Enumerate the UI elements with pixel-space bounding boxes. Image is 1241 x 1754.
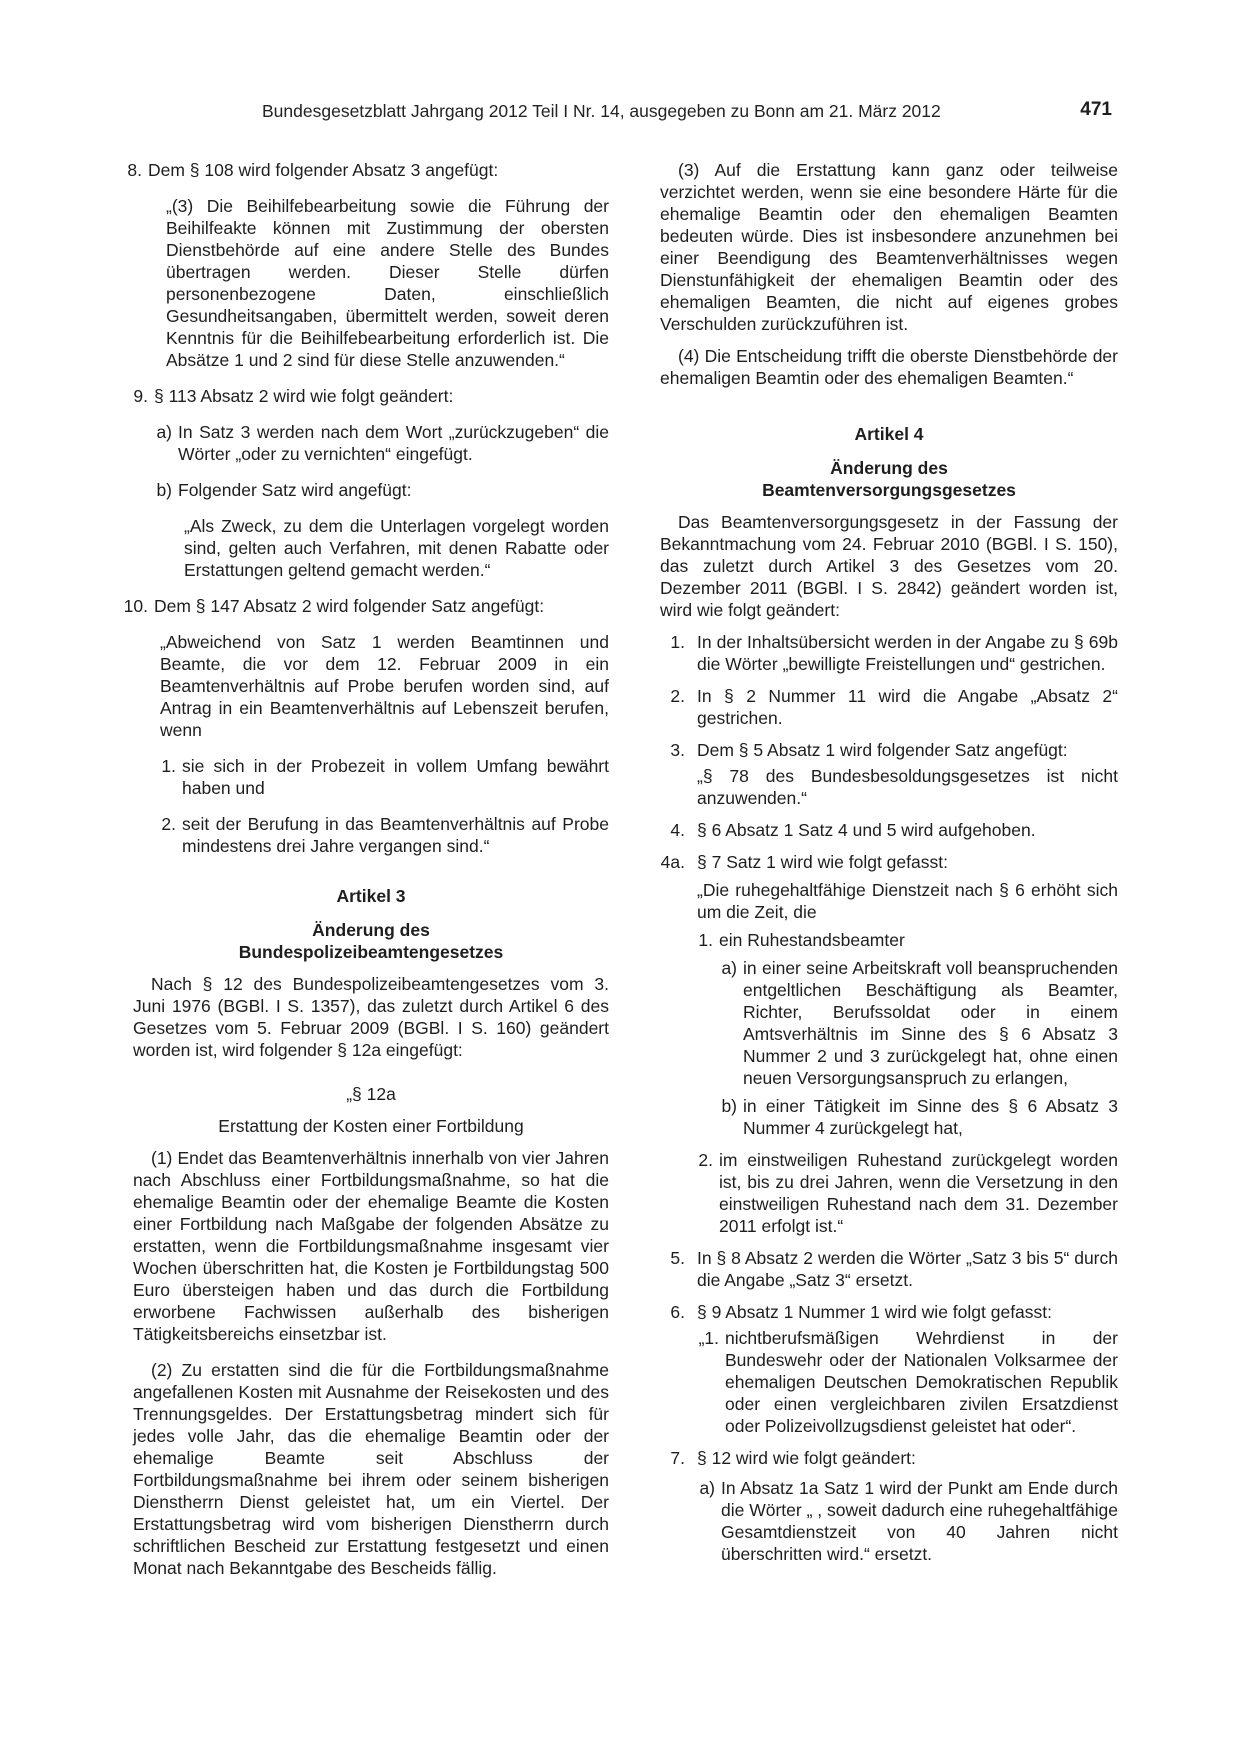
item-number: 4. (670, 820, 685, 840)
item-text: In Satz 3 werden nach dem Wort „zurückzugeben“ die Wörter „oder zu vernichten“ eingefügt. (178, 422, 609, 464)
list-item-4 (660, 819, 1118, 841)
quoted-text: „Abweichend von Satz 1 werden Beamtinnen und Beamte, die vor dem 12. Februar 2009 in ein Beamtenverhältnis auf Probe berufen worden sind, auf Antrag in ein Beamtenverhältnis auf Lebenszeit berufen, wenn (160, 632, 609, 740)
item-text: nichtberufsmäßigen Wehrdienst in der Bundeswehr oder der Nationalen Volksarmee der ehemaligen Deutschen Demokratischen Republik oder einen vergleichbaren zivilen Ersatzdienst oder Polizeivollzugsdienst geleistet hat oder“. (725, 1328, 1118, 1436)
left-column (123, 159, 609, 1593)
list-item-10 (119, 595, 609, 857)
item-text: ein Ruhestandsbeamter (719, 930, 905, 950)
list-item-2 (660, 685, 1118, 729)
quoted-text: „Als Zweck, zu dem die Unterlagen vorgelegt worden sind, gelten auch Verfahren, mit denen Rabatte oder Erstattungen geltend gemacht werden.“ (184, 516, 609, 580)
article-title-line2: Beamtenversorgungsgesetzes (762, 480, 1016, 500)
article-title-line1: Änderung des (312, 920, 430, 940)
sub-item-b (154, 479, 609, 581)
item-number: 2. (670, 686, 685, 706)
absatz-1: (1) Endet das Beamtenverhältnis innerhalb von vier Jahren nach Abschluss einer Fortbildungsmaßnahme, so hat die ehemalige Beamtin oder der ehemalige Beamte die Kosten einer Fortbildung nach Maßgabe der folgenden Absätze zu erstatten, wenn die Fortbildungsmaßnahme insgesamt vier Wochen überschritten hat, die Kosten je Fortbildungstag 500 Euro übersteigen haben und das durch die Fortbildung erworbene Fachwissen außerhalb des bisherigen Tätigkeitsbereichs einsetzbar ist. (133, 1148, 609, 1344)
item-number: 1. (698, 930, 713, 950)
item-number: 1. (670, 632, 685, 652)
sub-item-a (154, 421, 609, 465)
item-text: in einer Tätigkeit im Sinne des § 6 Absatz 3 Nummer 4 zurückgelegt hat, (743, 1096, 1118, 1138)
quoted-text: „Die ruhegehaltfähige Dienstzeit nach § 6 erhöht sich um die Zeit, die (697, 880, 1118, 922)
item-number: 4a. (660, 852, 685, 872)
article-title-line2: Bundespolizeibeamtengesetzes (238, 942, 504, 962)
item-text: in einer seine Arbeitskraft voll beanspruchenden entgeltlichen Beschäftigung als Beamter, Richter, Berufssoldat oder in einem Amtsverhältnis im Sinne des § 6 Absatz 3 Nummer 2 und 3 zurückgelegt hat, ohne einen neuen Versorgungsanspruch zu erlangen, (743, 958, 1118, 1088)
article-label: Artikel 4 (854, 424, 924, 444)
item-number: a) (156, 422, 172, 442)
list-item-1 (660, 631, 1118, 675)
list-item-3 (660, 739, 1118, 809)
item-number: a) (699, 1478, 715, 1498)
article-4-heading (660, 423, 1118, 501)
item-number: 10. (123, 596, 148, 616)
item-number: 2. (161, 814, 176, 834)
item-text: Dem § 147 Absatz 2 wird folgender Satz angefügt: (154, 596, 545, 616)
item-number: 5. (670, 1248, 685, 1268)
article-3-heading (133, 885, 609, 963)
quoted-text: „§ 78 des Bundesbesoldungsgesetzes ist nicht anzuwenden.“ (697, 766, 1118, 808)
page-number: 471 (1080, 99, 1112, 120)
list-item-8 (127, 159, 609, 371)
sub-item-1 (160, 755, 609, 799)
absatz-4: (4) Die Entscheidung trifft die oberste Dienstbehörde der ehemaligen Beamtin oder des ehemaligen Beamten.“ (660, 346, 1118, 388)
item-text: § 113 Absatz 2 wird wie folgt geändert: (154, 386, 454, 406)
sub-item-2 (697, 1149, 1118, 1237)
item-text: § 9 Absatz 1 Nummer 1 wird wie folgt gefasst: (697, 1302, 1053, 1322)
item-number: 8. (127, 160, 142, 180)
item-number: b) (721, 1096, 737, 1116)
item-text: In § 2 Nummer 11 wird die Angabe „Absatz 2“ gestrichen. (697, 686, 1118, 728)
item-text: Dem § 108 wird folgender Absatz 3 angefügt: (148, 160, 499, 180)
item-text: seit der Berufung in das Beamtenverhältnis auf Probe mindestens drei Jahre vergangen sind.“ (182, 814, 609, 856)
article-label: Artikel 3 (336, 886, 406, 906)
sub-item-1 (697, 929, 1118, 1139)
item-number: b) (156, 480, 172, 500)
article-3-intro: Nach § 12 des Bundespolizeibeamtengesetzes vom 3. Juni 1976 (BGBl. I S. 1357), das zuletzt durch Artikel 6 des Gesetzes vom 5. Februar 2009 (BGBl. I S. 160) geändert worden ist, wird folgender § 12a eingefügt: (133, 974, 609, 1060)
article-title-line1: Änderung des (830, 458, 948, 478)
item-number: „1. (698, 1328, 719, 1348)
absatz-3: (3) Auf die Erstattung kann ganz oder teilweise verzichtet werden, wenn sie eine besondere Härte für die ehemalige Beamtin oder den ehemaligen Beamten bedeuten würde. Dies ist insbesondere anzunehmen bei einer Beendigung des Beamtenverhältnisses wegen Dienstunfähigkeit der ehemaligen Beamtin oder des ehemaligen Beamten, die nicht auf eigenes grobes Verschulden zurückzuführen ist. (660, 160, 1118, 334)
item-text: In § 8 Absatz 2 werden die Wörter „Satz 3 bis 5“ durch die Angabe „Satz 3“ ersetzt. (697, 1248, 1118, 1290)
sub-item-b (719, 1095, 1118, 1139)
list-item-5 (660, 1247, 1118, 1291)
absatz-2: (2) Zu erstatten sind die für die Fortbildungsmaßnahme angefallenen Kosten mit Ausnahme der Reisekosten und des Trennungsgeldes. Der Erstattungsbetrag mindert sich für jedes volle Jahr, das die ehemalige Beamtin oder der ehemalige Beamte seit Abschluss der Fortbildungsmaßnahme bei ihrem oder seinem bisherigen Dienstherrn Dienst geleistet hat, um ein Viertel. Der Erstattungsbetrag wird vom bisherigen Dienstherrn durch schriftlichen Bescheid zur Erstattung festgesetzt und einen Monat nach Bekanntgabe des Bescheids fällig. (133, 1360, 609, 1578)
item-text: Dem § 5 Absatz 1 wird folgender Satz angefügt: (697, 740, 1068, 760)
right-column (660, 159, 1118, 1565)
item-text: § 6 Absatz 1 Satz 4 und 5 wird aufgehoben. (697, 820, 1036, 840)
item-text: Folgender Satz wird angefügt: (178, 480, 412, 500)
item-text: im einstweiligen Ruhestand zurückgelegt worden ist, bis zu drei Jahren, wenn die Versetzung in den einstweiligen Ruhestand nach dem 31. Dezember 2011 erfolgt ist.“ (719, 1150, 1118, 1236)
item-text: In der Inhaltsübersicht werden in der Angabe zu § 69b die Wörter „bewilligte Freistellungen und“ gestrichen. (697, 632, 1118, 674)
item-number: 7. (670, 1448, 685, 1468)
article-4-intro: Das Beamtenversorgungsgesetz in der Fassung der Bekanntmachung vom 24. Februar 2010 (BGBl. I S. 150), das zuletzt durch Artikel 3 des Gesetzes vom 20. Dezember 2011 (BGBl. I S. 2842) geändert worden ist, wird wie folgt geändert: (660, 512, 1118, 620)
quoted-text: „(3) Die Beihilfebearbeitung sowie die Führung der Beihilfeakte können mit Zustimmung der obersten Dienstbehörde auf eine andere Stelle des Bundes übertragen werden. Dieser Stelle dürfen personenbezogene Daten, einschließlich Gesundheitsangaben, übermittelt werden, soweit deren Kenntnis für die Beihilfebearbeitung erforderlich ist. Die Absätze 1 und 2 sind für diese Stelle anzuwenden.“ (166, 196, 609, 370)
sub-item-a (719, 957, 1118, 1089)
item-text: sie sich in der Probezeit in vollem Umfang bewährt haben und (182, 756, 609, 798)
item-number: 9. (133, 386, 148, 406)
running-header: Bundesgesetzblatt Jahrgang 2012 Teil I Nr. 14, ausgegeben zu Bonn am 21. März 2012 (262, 101, 941, 121)
item-number: 6. (670, 1302, 685, 1322)
item-number: 1. (161, 756, 176, 776)
item-number: 2. (698, 1150, 713, 1170)
item-text: In Absatz 1a Satz 1 wird der Punkt am Ende durch die Wörter „ , soweit dadurch eine ruhegehaltfähige Gesamtdienstzeit von 40 Jahren nicht überschritten wird.“ ersetzt. (721, 1478, 1118, 1564)
item-text: § 7 Satz 1 wird wie folgt gefasst: (697, 852, 948, 872)
sub-item-2 (160, 813, 609, 857)
paragraph-label: „§ 12a (346, 1084, 396, 1104)
quoted-item-1 (697, 1327, 1118, 1437)
item-number: a) (721, 958, 737, 978)
list-item-9 (133, 385, 609, 581)
paragraph-title: Erstattung der Kosten einer Fortbildung (218, 1116, 524, 1136)
list-item-7 (660, 1447, 1118, 1565)
list-item-4a (660, 851, 1118, 1237)
sub-item-a (697, 1477, 1118, 1565)
page-header (262, 100, 1112, 130)
list-item-6 (660, 1301, 1118, 1437)
item-number: 3. (670, 740, 685, 760)
item-text: § 12 wird wie folgt geändert: (697, 1448, 916, 1468)
